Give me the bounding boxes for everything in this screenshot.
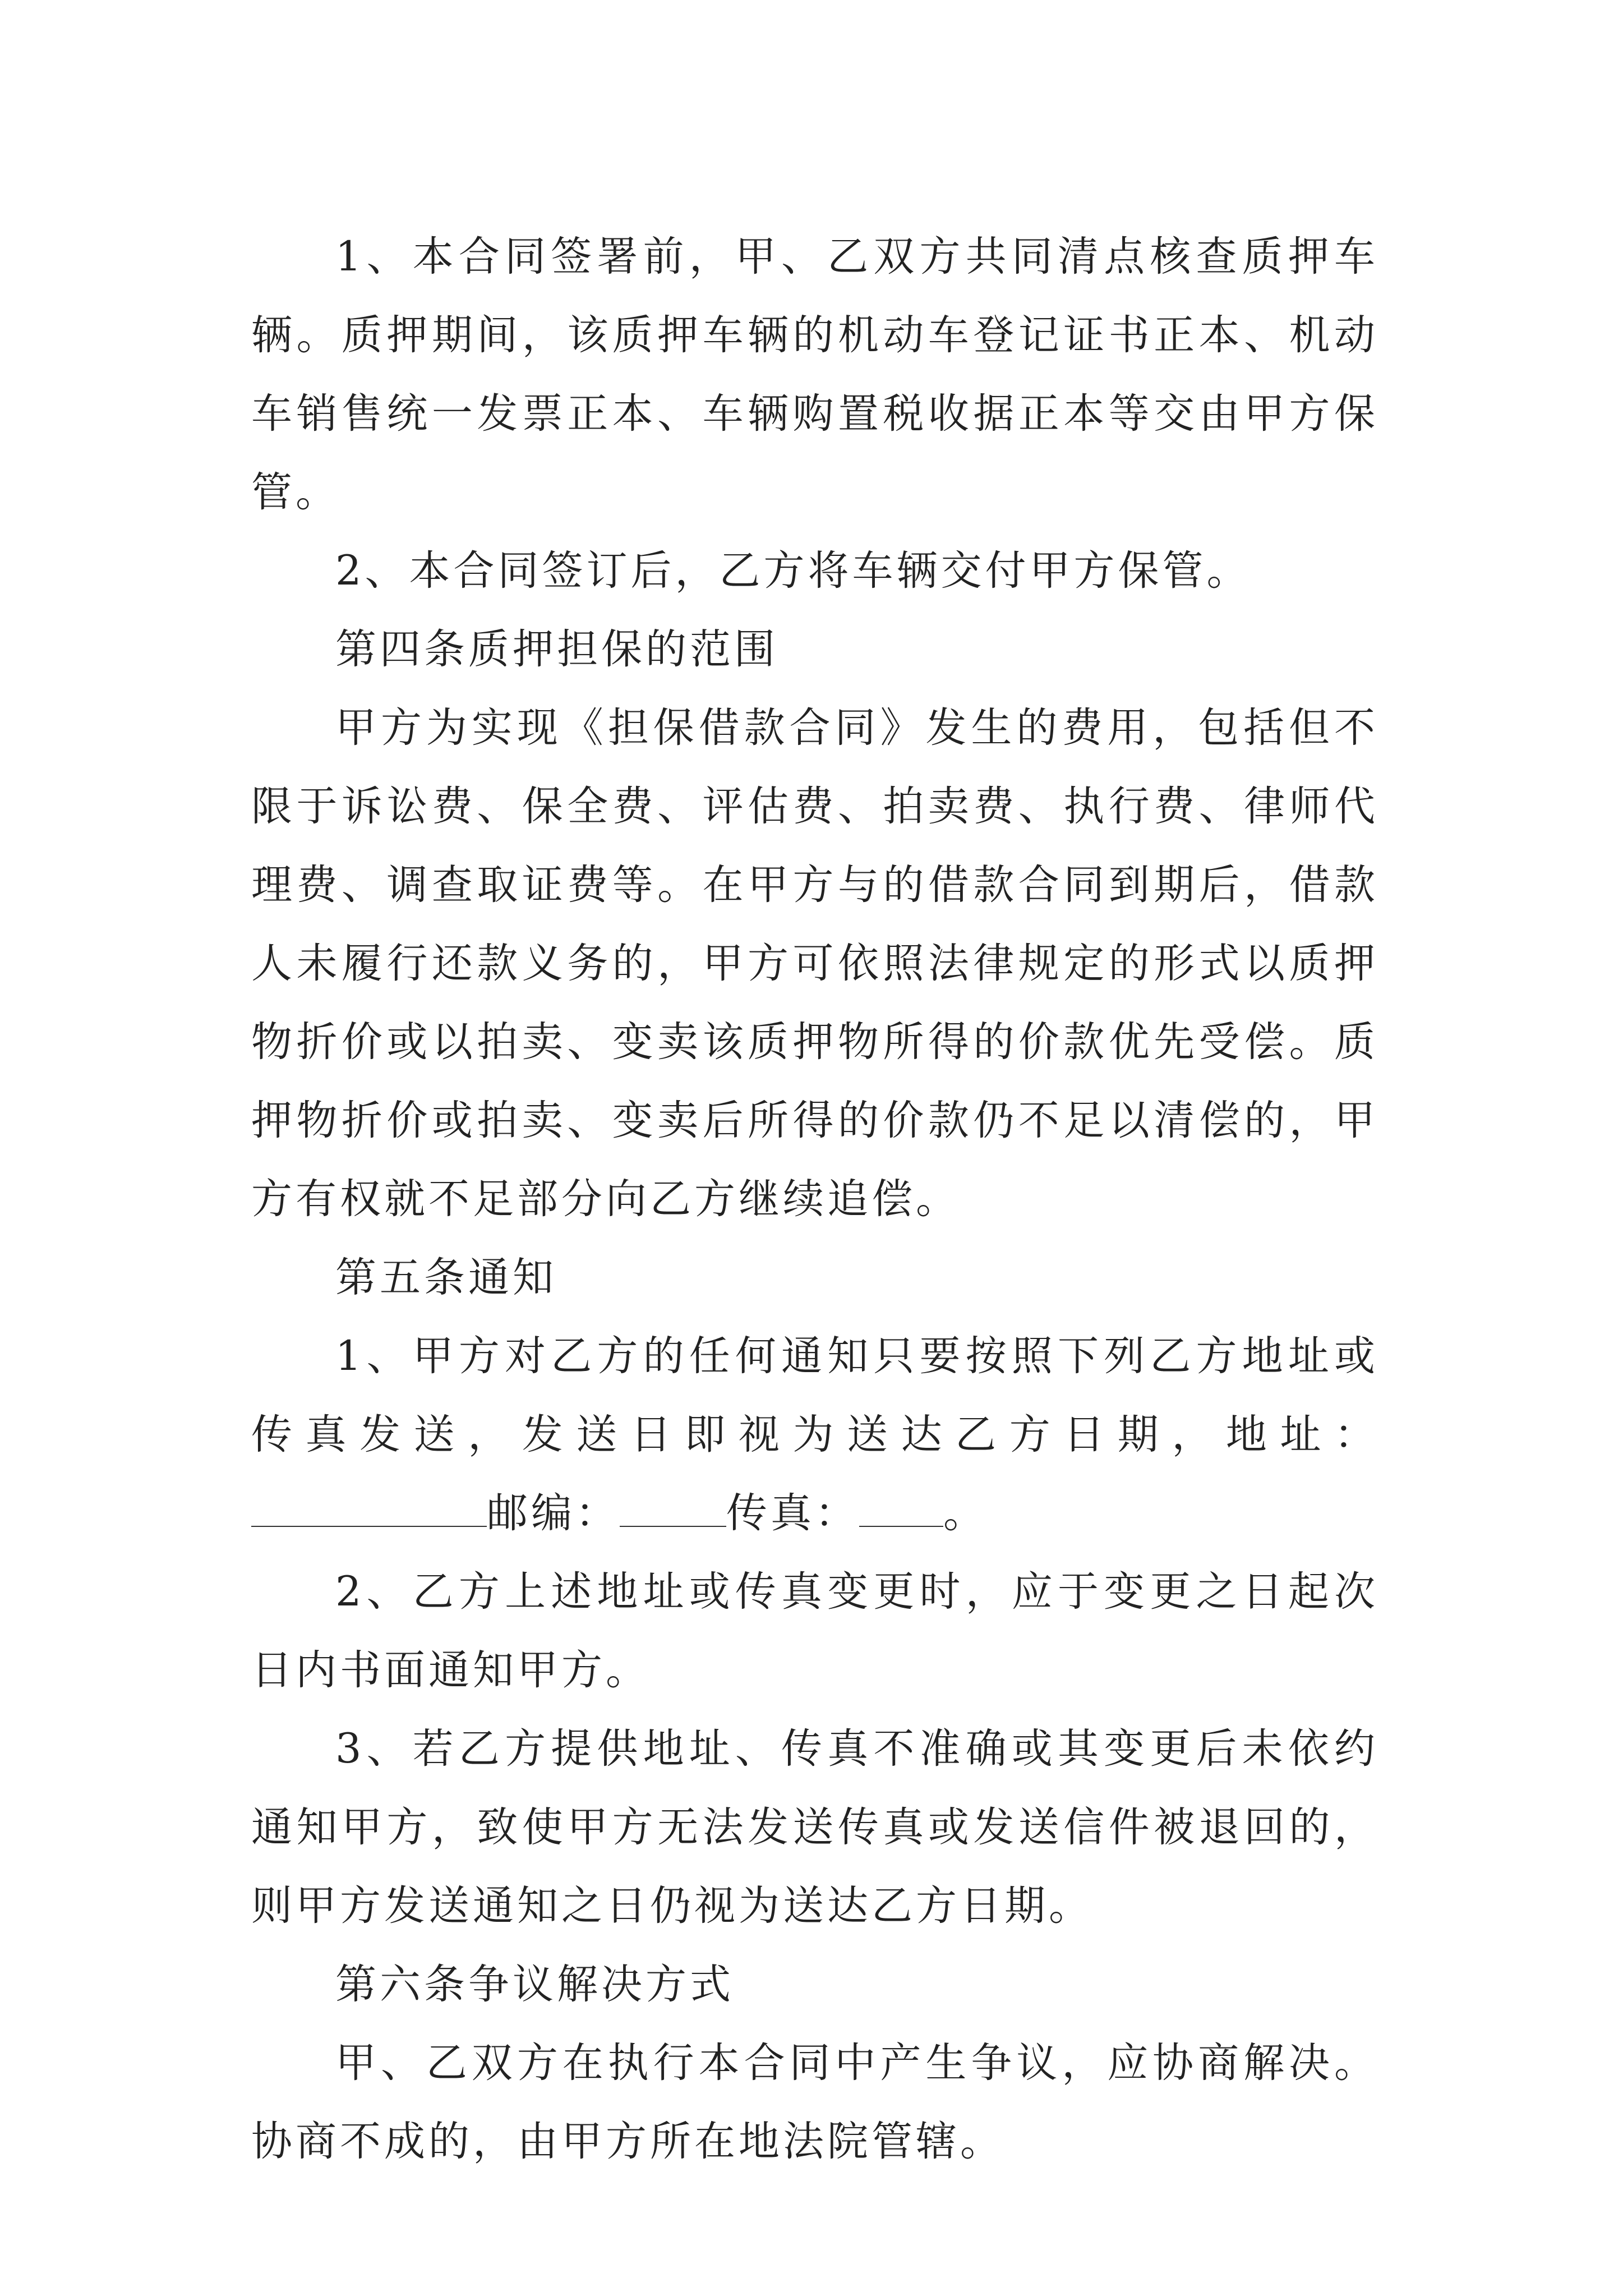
clause-3-item-2: 2、本合同签订后，乙方将车辆交付甲方保管。 xyxy=(335,547,1251,595)
article-5-item-3: 3、若乙方提供地址、传真不准确或其变更后未依约通知甲方，致使甲方无法发送传真或发送信件被退回的，则甲方发送通知之日仍视为送达乙方日期。 xyxy=(251,1725,1378,1930)
postcode-blank xyxy=(620,1492,726,1527)
sentence-end: 。 xyxy=(943,1489,988,1537)
article-5-item-1 xyxy=(251,1317,1378,1553)
article-5-item-2: 2、乙方上述地址或传真变更时，应于变更之日起次日内书面通知甲方。 xyxy=(251,1568,1378,1694)
document-body xyxy=(251,218,1378,2181)
address-blank xyxy=(251,1492,487,1527)
clause-3-item-1: 1、本合同签署前，甲、乙双方共同清点核查质押车辆。质押期间，该质押车辆的机动车登记证书正本、机动车销售统一发票正本、车辆购置税收据正本等交由甲方保管。 xyxy=(251,233,1378,516)
article-5-heading: 第五条通知 xyxy=(335,1254,557,1301)
article-6-heading: 第六条争议解决方式 xyxy=(335,1961,734,2008)
fax-label: 传真： xyxy=(726,1489,859,1537)
postcode-label: 邮编： xyxy=(487,1489,620,1537)
notice-text: 1、甲方对乙方的任何通知只要按照下列乙方地址或传真发送，发送日即视为送达乙方日期，地址： xyxy=(251,1332,1378,1458)
article-4-text: 甲方为实现《担保借款合同》发生的费用，包括但不限于诉讼费、保全费、评估费、拍卖费、执行费、律师代理费、调查取证费等。在甲方与的借款合同到期后，借款人未履行还款义务的，甲方可依照法律规定的形式以质押物折价或以拍卖、变卖该质押物所得的价款优先受偿。质押物折价或拍卖、变卖后所得的价款仍不足以清偿的，甲方有权就不足部分向乙方继续追偿。 xyxy=(251,704,1378,1223)
article-4-heading: 第四条质押担保的范围 xyxy=(335,625,778,673)
fax-blank xyxy=(859,1492,943,1527)
article-6-text: 甲、乙双方在执行本合同中产生争议，应协商解决。协商不成的，由甲方所在地法院管辖。 xyxy=(251,2039,1378,2165)
